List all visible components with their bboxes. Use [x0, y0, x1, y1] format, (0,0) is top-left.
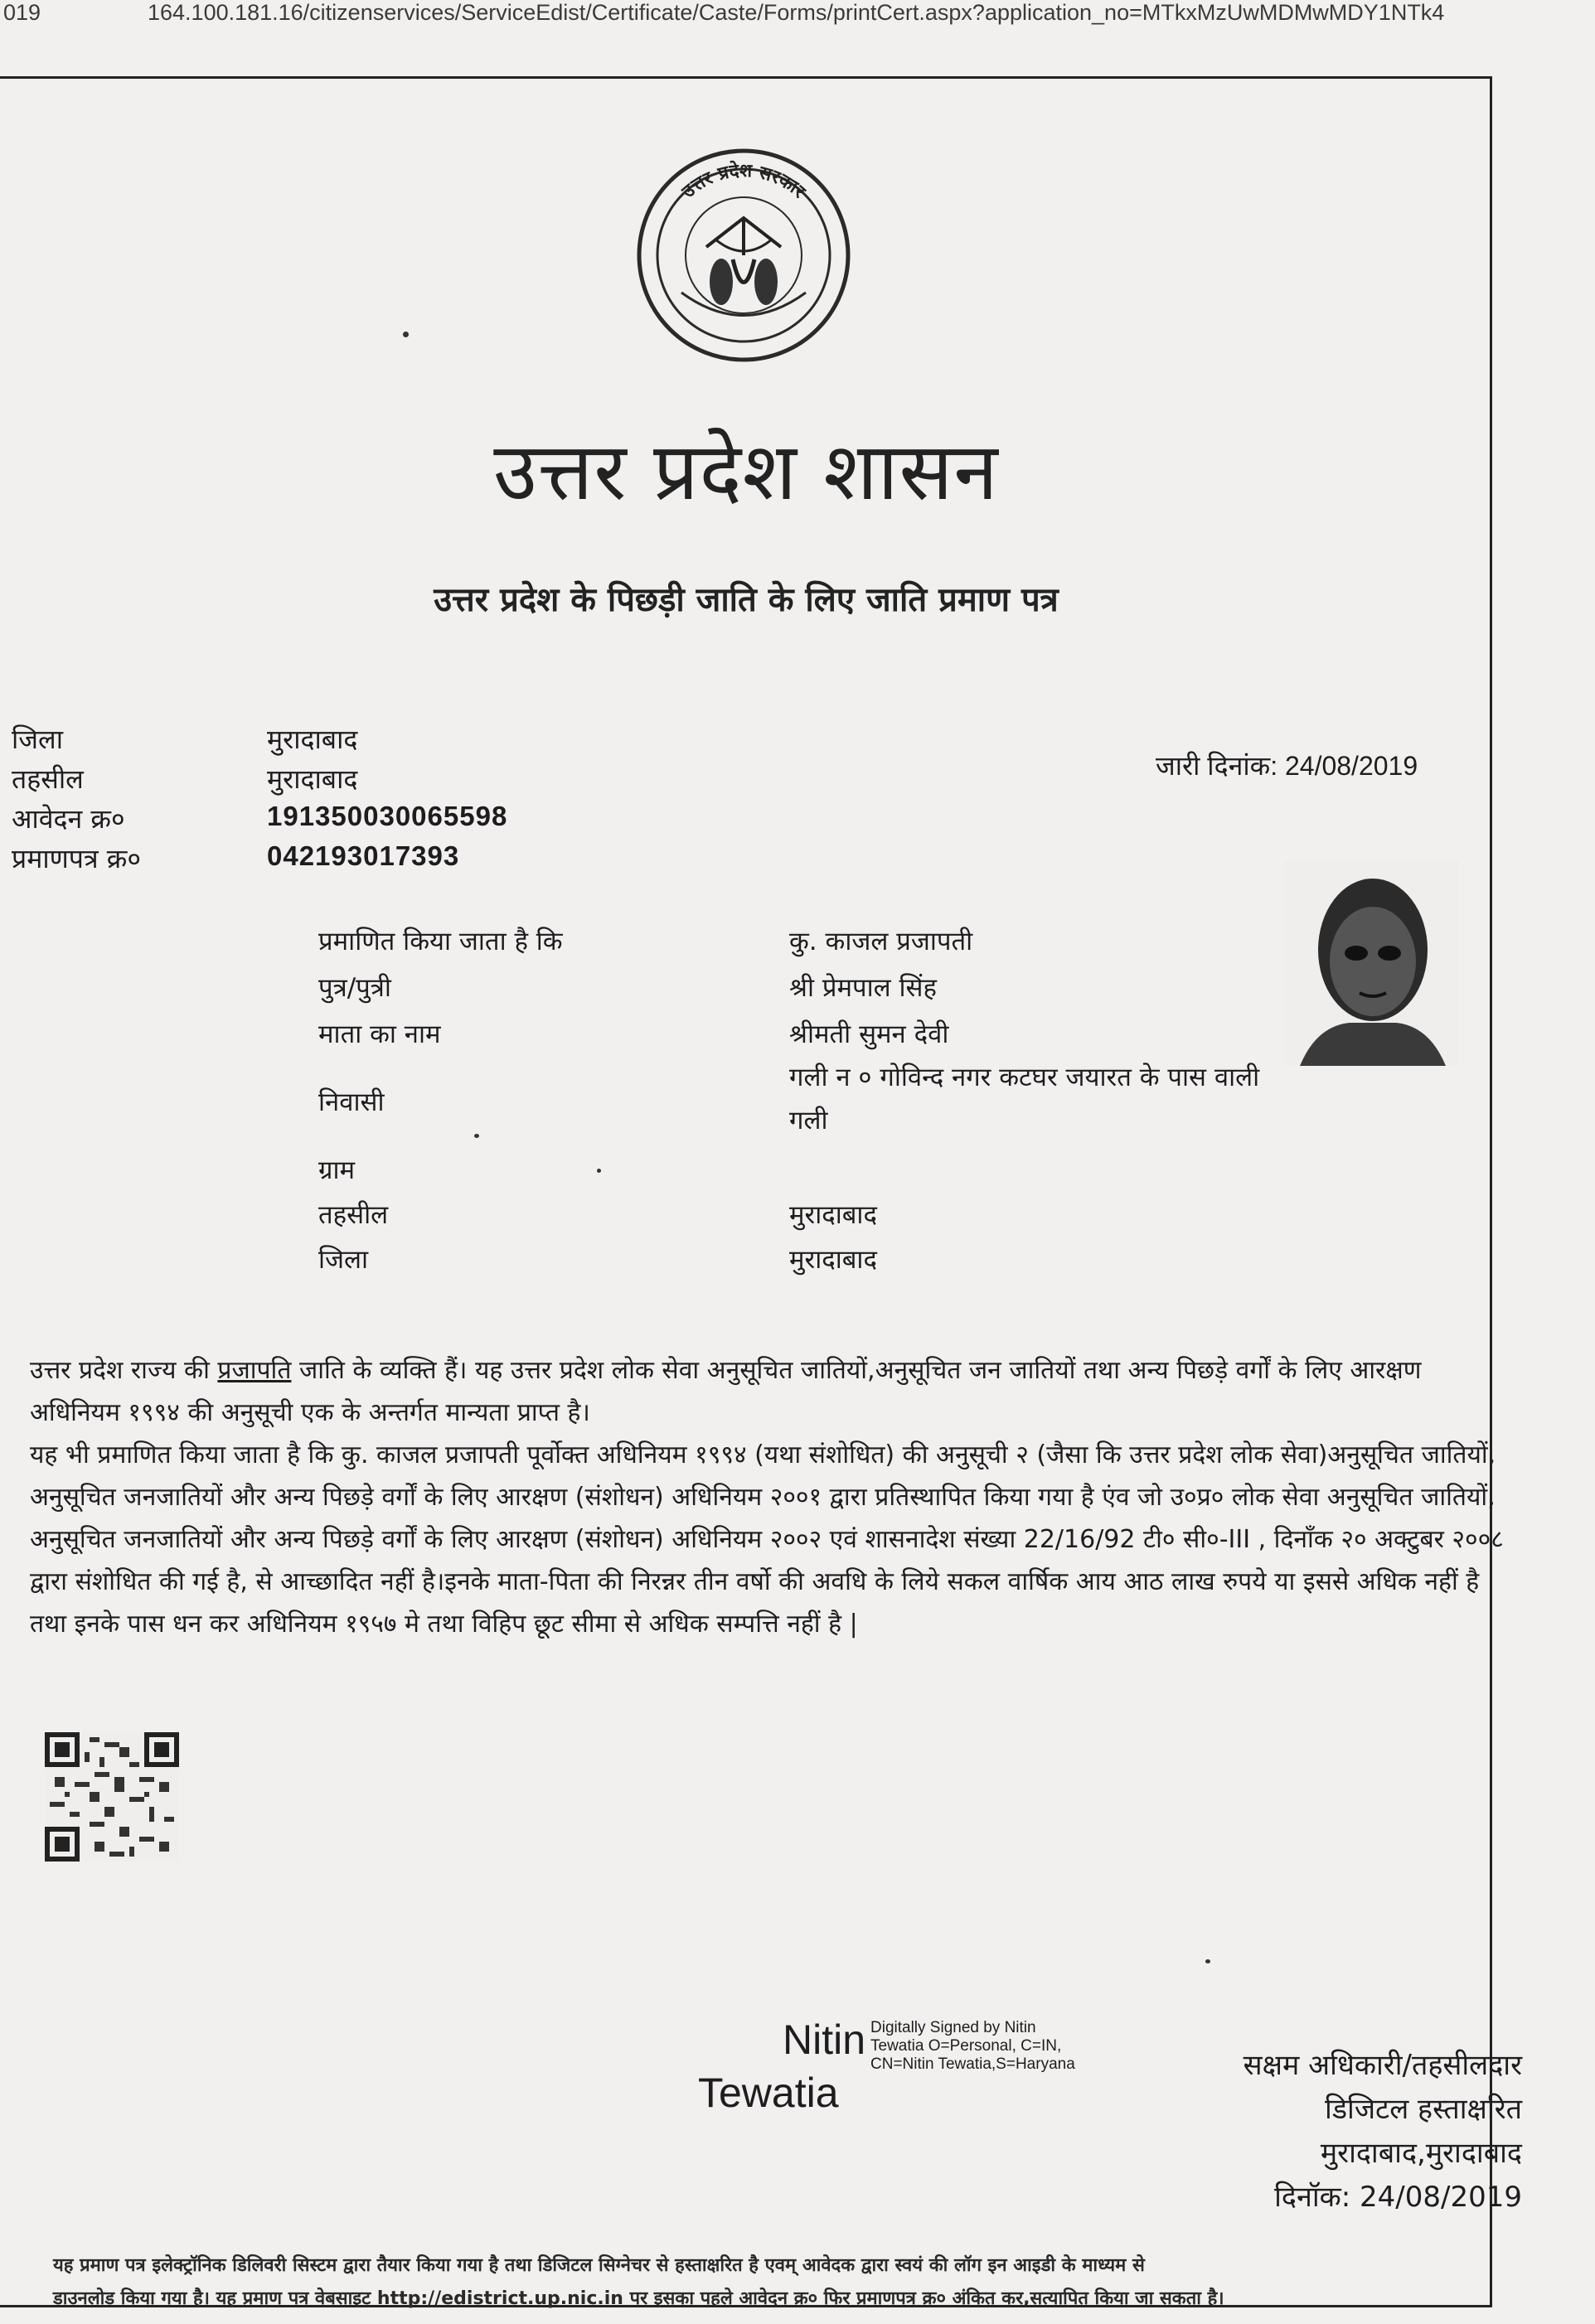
print-header-fragment: 019	[3, 0, 41, 25]
officer-date: दिनॉक: 24/08/2019	[1274, 2181, 1522, 2214]
meta-tehsil-label: तहसील	[12, 763, 84, 795]
creamy-layer-paragraph: यह भी प्रमाणित किया जाता है कि कु. काजल प्रजापती पूर्वोक्त अधिनियम १९९४ (यथा संशोधित) की अनुसूची २ (जैसा कि उत्तर प्रदेश लोक सेवा)अनुसूचित जातियों, अनुसूचित जनजातियों और अन्य पिछड़े वर्गों के लिए आरक्षण (संशोधन) अधिनियम २००१ द्वारा प्रतिस्थापित किया गया है एंव जो उ०प्र० लोक सेवा अनुसूचित जातियों, अनुसूचित जनजातियों और अन्य पिछड़े वर्गों के लिए आरक्षण (संशोधन) अधिनियम २००२ एवं शासनादेश संख्या 22/16/92 टी० सी०-III , दिनाँक २० अक्टुबर २००८ द्वारा संशोधित की गई है, से आच्छादित नहीं है।इनके माता-पिता की निरन्नर तीन वर्षो की अवधि के लिये सकल वार्षिक आय आठ लाख रुपये या इससे अधिक नहीं है तथा इनके पास धन कर अधिनियम १९५७ मे तथा विहिप छूट सीमा से अधिक सम्पत्ति नहीं है |	[30, 1440, 1504, 1639]
detail-district-label: जिला	[318, 1245, 369, 1275]
footer-line-1: यह प्रमाण पत्र इलेक्ट्रॉनिक डिलिवरी सिस्टम द्वारा तैयार किया गया है तथा डिजिटल सिग्नेचर से हस्ताक्षरित है एवम् आवेदक द्वारा स्वयं की लॉग इन आइडी के माध्यम से	[53, 2255, 1145, 2276]
father-name: श्री प्रेमपाल सिंह	[789, 973, 937, 1003]
certificate-number: 042193017393	[267, 840, 460, 871]
certificate-subtitle: उत्तर प्रदेश के पिछड़ी जाति के लिए जाति प्रमाण पत्र	[434, 580, 1059, 619]
svg-text:उत्तर प्रदेश सरकार	[678, 159, 810, 203]
caste-paragraph	[30, 1349, 1505, 1434]
applicant-name: कु. काजल प्रजापती	[789, 927, 973, 956]
qr-code	[45, 1732, 179, 1862]
emblem-text: उत्तर प्रदेश सरकार	[678, 160, 809, 203]
meta-district-label: जिला	[12, 724, 64, 755]
resident-address: गली न ० गोविन्द नगर कटघर जयारत के पास वाली गली	[789, 1063, 1260, 1135]
print-header	[0, 0, 1595, 30]
meta-certificate-label: प्रमाणपत्र क्र०	[12, 843, 141, 874]
meta-tehsil-value: मुरादाबाद	[267, 764, 358, 794]
caste-intro: उत्तर प्रदेश राज्य की	[30, 1356, 218, 1385]
meta-application-label: आवेदन क्र०	[12, 803, 125, 835]
scan-speck	[403, 332, 409, 337]
meta-district-value: मुरादाबाद	[267, 724, 358, 754]
officer-designation: सक्षम अधिकारी/तहसीलदार	[1243, 2049, 1522, 2082]
scan-speck	[1205, 1959, 1210, 1963]
up-government-emblem	[632, 148, 856, 363]
page-title: उत्तर प्रदेश शासन	[493, 425, 999, 518]
scan-speck	[597, 1169, 601, 1173]
print-header-url: 164.100.181.16/citizenservices/ServiceEdist/Certificate/Caste/Forms/printCert.aspx?application_no=MTkxMzUwMDMwMDY1NTk4	[148, 0, 1445, 25]
caste-name: प्रजापति	[217, 1356, 292, 1385]
certified-label: प्रमाणित किया जाता है कि	[318, 927, 563, 956]
issue-date: जारी दिनांक: 24/08/2019	[1156, 751, 1418, 781]
officer-location: मुरादाबाद,मुरादाबाद	[1320, 2137, 1522, 2170]
digital-signature	[696, 2011, 1111, 2118]
issuing-officer	[1099, 2044, 1522, 2220]
mother-label: माता का नाम	[318, 1019, 441, 1049]
village-label: ग्राम	[318, 1155, 356, 1185]
detail-district-value: मुरादाबाद	[789, 1245, 877, 1275]
detail-tehsil-value: मुरादाबाद	[789, 1200, 877, 1230]
mother-name: श्रीमती सुमन देवी	[789, 1019, 949, 1049]
certificate-body	[30, 1349, 1505, 1645]
signature-details: Digitally Signed by Nitin Tewatia O=Personal, C=IN, CN=Nitin Tewatia,S=Haryana	[870, 2019, 1075, 2073]
resident-label: निवासी	[318, 1087, 385, 1117]
officer-signed: डिजिटल हस्ताक्षरित	[1325, 2093, 1522, 2126]
detail-tehsil-label: तहसील	[318, 1200, 389, 1230]
application-number: 191350030065598	[267, 801, 508, 831]
caste-statement: जाति के व्यक्ति हैं। यह उत्तर प्रदेश लोक सेवा अनुसूचित जातियों,अनुसूचित जन जातियों तथा अन्य पिछड़े वर्गों के लिए आरक्षण अधिनियम १९९४ की अनुसूची एक के अन्तर्गत मान्यता प्राप्त है।	[30, 1356, 1422, 1427]
signer-first-name: Nitin	[783, 2017, 866, 2063]
child-of-label: पुत्र/पुत्री	[318, 973, 391, 1003]
scan-speck	[474, 1134, 479, 1138]
certificate-frame	[0, 76, 1492, 2307]
applicant-photo	[1283, 860, 1459, 1066]
footer-line-2: डाउनलोड किया गया है। यह प्रमाण पत्र वेबसाइट http://edistrict.up.nic.in पर इसका पहले आवेदन क्र० फिर प्रमाणपत्र क्र० अंकित कर,सत्यापित किया जा सकता है।	[53, 2288, 1224, 2309]
footer-note	[53, 2249, 1529, 2316]
signer-last-name: Tewatia	[698, 2070, 839, 2116]
